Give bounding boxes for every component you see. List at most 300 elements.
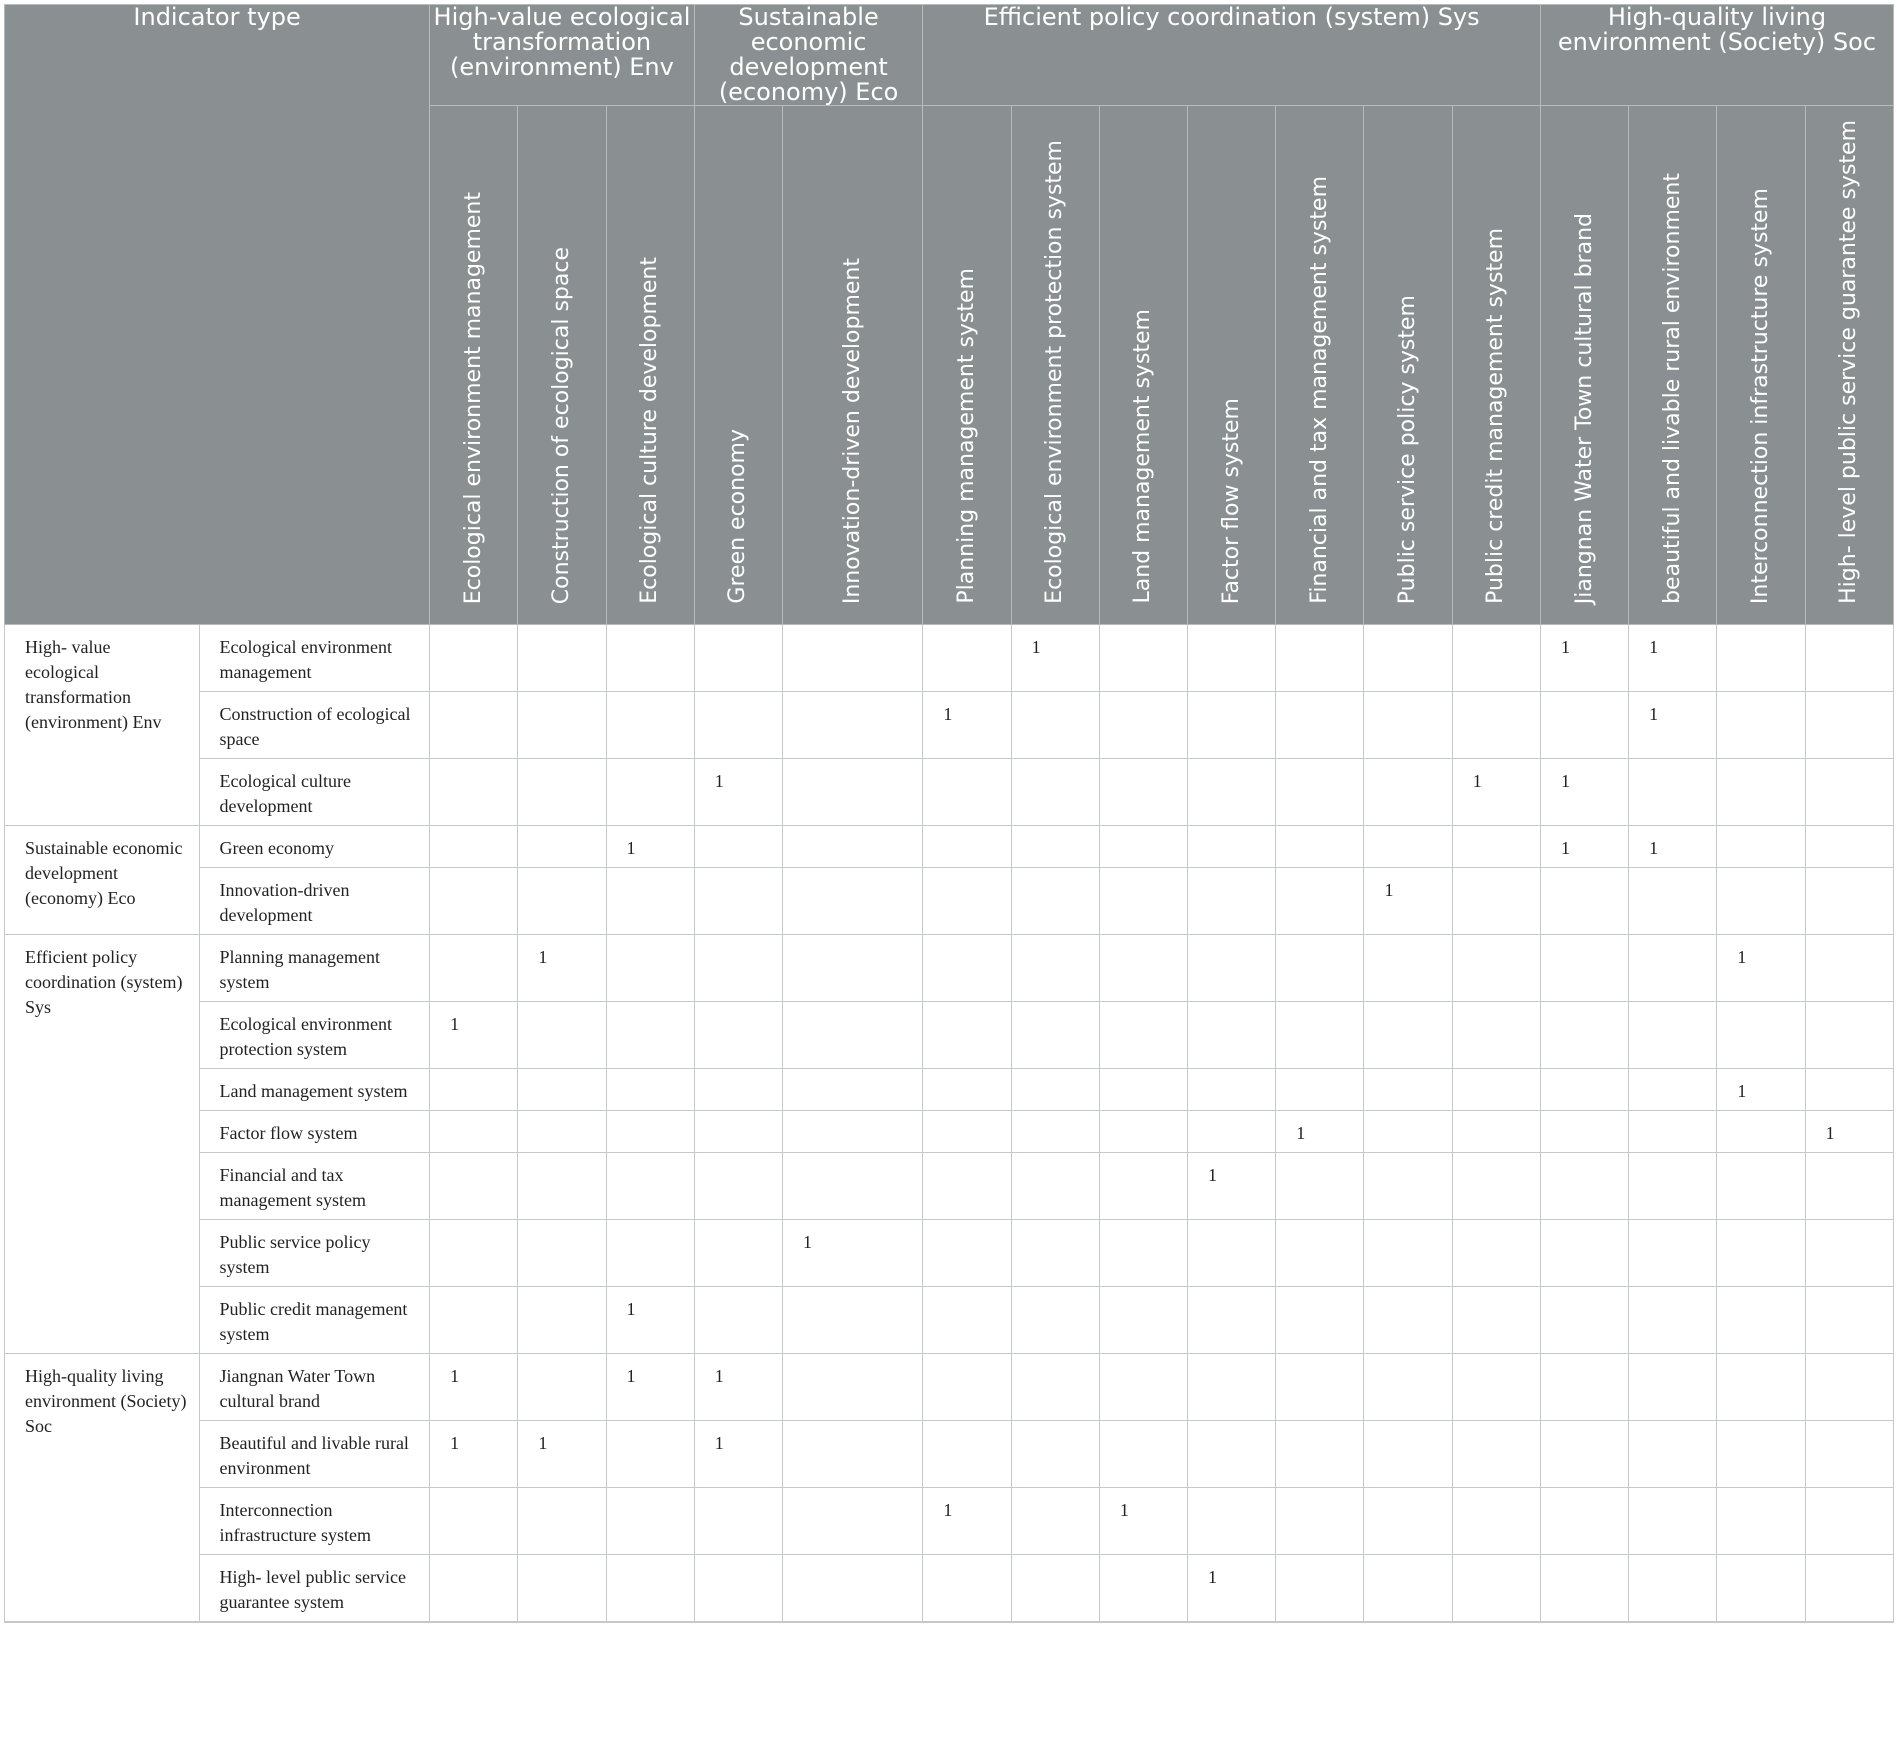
value-cell (783, 692, 923, 759)
value-cell (1364, 1488, 1452, 1555)
value-cell: 1 (1629, 625, 1717, 692)
value-cell (1011, 1287, 1099, 1354)
value-cell (1717, 1111, 1805, 1153)
column-header-1 (518, 106, 606, 625)
value-cell (1099, 935, 1187, 1002)
column-header-10 (1364, 106, 1452, 625)
column-header-0 (430, 106, 518, 625)
value-cell (606, 692, 694, 759)
value-cell (518, 1354, 606, 1421)
value-cell (1364, 1287, 1452, 1354)
value-cell (1276, 1354, 1364, 1421)
value-cell (606, 1069, 694, 1111)
value-cell (1099, 692, 1187, 759)
value-cell (1805, 1555, 1893, 1622)
value-cell (1188, 826, 1276, 868)
value-cell (1099, 1287, 1187, 1354)
value-cell (1717, 1287, 1805, 1354)
value-cell (783, 868, 923, 935)
table-row (5, 625, 1894, 692)
value-cell: 1 (1188, 1555, 1276, 1622)
value-cell (1805, 826, 1893, 868)
value-cell (1011, 1555, 1099, 1622)
value-cell (1188, 1488, 1276, 1555)
value-cell (518, 1488, 606, 1555)
row-label-cell: Public service policy system (199, 1220, 430, 1287)
value-cell: 1 (1364, 868, 1452, 935)
value-cell: 1 (606, 1354, 694, 1421)
indicator-type-header: Indicator type (5, 5, 430, 625)
value-cell (606, 625, 694, 692)
row-label-cell: Innovation-driven development (199, 868, 430, 935)
value-cell (518, 1153, 606, 1220)
value-cell (1364, 935, 1452, 1002)
table-row (5, 935, 1894, 1002)
table-row (5, 1220, 1894, 1287)
column-header-label: Ecological culture development (637, 257, 663, 604)
value-cell (606, 1111, 694, 1153)
value-cell (606, 759, 694, 826)
column-header-label: Ecological environment protection system (1042, 140, 1068, 604)
value-cell (518, 1111, 606, 1153)
value-cell (923, 1287, 1011, 1354)
value-cell: 1 (1540, 625, 1628, 692)
value-cell (1629, 1069, 1717, 1111)
value-cell (1011, 759, 1099, 826)
value-cell (1364, 1220, 1452, 1287)
category-cell: Sustainable economic development (economy) Eco (5, 826, 200, 935)
column-header-2 (606, 106, 694, 625)
column-header-6 (1011, 106, 1099, 625)
header-group-row (5, 5, 1894, 106)
column-header-label: beautiful and livable rural environment (1659, 173, 1685, 604)
value-cell (1540, 1354, 1628, 1421)
value-cell (1364, 1069, 1452, 1111)
value-cell (1099, 1002, 1187, 1069)
value-cell (783, 759, 923, 826)
value-cell (1011, 935, 1099, 1002)
value-cell (1717, 1555, 1805, 1622)
column-header-label: Construction of ecological space (548, 246, 574, 604)
value-cell (694, 1002, 782, 1069)
table-row (5, 1421, 1894, 1488)
value-cell (1276, 1069, 1364, 1111)
row-label-cell: Planning management system (199, 935, 430, 1002)
indicator-matrix-table (4, 4, 1894, 1622)
value-cell (1452, 1002, 1540, 1069)
value-cell (1364, 1354, 1452, 1421)
value-cell (1452, 625, 1540, 692)
value-cell (1629, 759, 1717, 826)
value-cell (518, 1220, 606, 1287)
column-header-7 (1099, 106, 1187, 625)
value-cell (923, 868, 1011, 935)
value-cell (1629, 1421, 1717, 1488)
value-cell (606, 1555, 694, 1622)
column-header-3 (694, 106, 782, 625)
column-header-label: Financial and tax management system (1306, 176, 1332, 604)
column-header-15 (1805, 106, 1893, 625)
value-cell (783, 1069, 923, 1111)
value-cell (1717, 692, 1805, 759)
value-cell (1099, 625, 1187, 692)
value-cell: 1 (1099, 1488, 1187, 1555)
column-header-4 (783, 106, 923, 625)
value-cell (694, 692, 782, 759)
value-cell (1452, 692, 1540, 759)
header-group-3: High-quality living environment (Society) Soc (1540, 5, 1893, 106)
table-container (4, 4, 1894, 1623)
value-cell (1276, 1153, 1364, 1220)
value-cell (1276, 1220, 1364, 1287)
value-cell (1011, 1153, 1099, 1220)
value-cell (1540, 1111, 1628, 1153)
value-cell (1011, 1069, 1099, 1111)
table-row (5, 868, 1894, 935)
value-cell (694, 1287, 782, 1354)
value-cell (1805, 1220, 1893, 1287)
value-cell (923, 625, 1011, 692)
value-cell (1188, 1002, 1276, 1069)
value-cell (1540, 692, 1628, 759)
value-cell (694, 1069, 782, 1111)
value-cell (783, 1002, 923, 1069)
value-cell (923, 1069, 1011, 1111)
value-cell (1099, 1354, 1187, 1421)
value-cell (430, 1555, 518, 1622)
header-group-2: Efficient policy coordination (system) Sys (923, 5, 1541, 106)
value-cell (518, 826, 606, 868)
table-row (5, 1069, 1894, 1111)
value-cell (430, 868, 518, 935)
row-label-cell: Beautiful and livable rural environment (199, 1421, 430, 1488)
value-cell (1364, 826, 1452, 868)
value-cell: 1 (1717, 1069, 1805, 1111)
value-cell (1629, 1287, 1717, 1354)
column-header-8 (1188, 106, 1276, 625)
value-cell (694, 1555, 782, 1622)
value-cell (518, 1287, 606, 1354)
value-cell (694, 1153, 782, 1220)
value-cell (1452, 868, 1540, 935)
value-cell (923, 1421, 1011, 1488)
value-cell (1805, 1421, 1893, 1488)
value-cell (1276, 1488, 1364, 1555)
value-cell (1099, 826, 1187, 868)
value-cell (606, 1421, 694, 1488)
value-cell (694, 625, 782, 692)
row-label-cell: Factor flow system (199, 1111, 430, 1153)
value-cell (1276, 1002, 1364, 1069)
value-cell (694, 868, 782, 935)
value-cell (1452, 1069, 1540, 1111)
value-cell: 1 (694, 1354, 782, 1421)
value-cell (1099, 1069, 1187, 1111)
value-cell (1717, 1488, 1805, 1555)
value-cell (1099, 1421, 1187, 1488)
value-cell: 1 (694, 1421, 782, 1488)
value-cell (783, 1354, 923, 1421)
value-cell (923, 1153, 1011, 1220)
value-cell (430, 1153, 518, 1220)
value-cell (1540, 1069, 1628, 1111)
value-cell (1452, 935, 1540, 1002)
value-cell (1717, 1153, 1805, 1220)
value-cell (606, 1488, 694, 1555)
value-cell (1364, 1555, 1452, 1622)
value-cell (1276, 1555, 1364, 1622)
value-cell: 1 (1276, 1111, 1364, 1153)
value-cell (1188, 692, 1276, 759)
value-cell (923, 759, 1011, 826)
row-label-cell: Jiangnan Water Town cultural brand (199, 1354, 430, 1421)
value-cell: 1 (1540, 759, 1628, 826)
column-header-14 (1717, 106, 1805, 625)
value-cell (1540, 1220, 1628, 1287)
value-cell: 1 (518, 1421, 606, 1488)
value-cell (1364, 625, 1452, 692)
value-cell (1805, 868, 1893, 935)
value-cell (1629, 1555, 1717, 1622)
value-cell (1629, 1354, 1717, 1421)
value-cell (1540, 868, 1628, 935)
value-cell (1540, 935, 1628, 1002)
value-cell (1364, 1421, 1452, 1488)
value-cell (518, 868, 606, 935)
value-cell (923, 1555, 1011, 1622)
value-cell (1805, 1069, 1893, 1111)
value-cell (430, 1488, 518, 1555)
value-cell (783, 826, 923, 868)
category-cell: Efficient policy coordination (system) Sys (5, 935, 200, 1354)
value-cell (1805, 1354, 1893, 1421)
value-cell (1717, 759, 1805, 826)
value-cell (430, 1111, 518, 1153)
value-cell (783, 935, 923, 1002)
value-cell (606, 935, 694, 1002)
value-cell (1805, 1002, 1893, 1069)
value-cell (1276, 868, 1364, 935)
value-cell: 1 (606, 826, 694, 868)
table-row (5, 1287, 1894, 1354)
value-cell (1717, 1421, 1805, 1488)
value-cell (430, 1287, 518, 1354)
value-cell (694, 1111, 782, 1153)
value-cell (1364, 692, 1452, 759)
value-cell (1805, 1287, 1893, 1354)
value-cell (606, 1220, 694, 1287)
value-cell (694, 935, 782, 1002)
value-cell (1099, 1220, 1187, 1287)
table-row (5, 1354, 1894, 1421)
value-cell (1629, 935, 1717, 1002)
value-cell: 1 (430, 1002, 518, 1069)
value-cell: 1 (1629, 692, 1717, 759)
value-cell (1805, 1153, 1893, 1220)
value-cell (1717, 1220, 1805, 1287)
value-cell (1099, 1111, 1187, 1153)
value-cell (1188, 868, 1276, 935)
value-cell (1452, 1488, 1540, 1555)
value-cell (1011, 1354, 1099, 1421)
value-cell (1452, 826, 1540, 868)
row-label-cell: Interconnection infrastructure system (199, 1488, 430, 1555)
value-cell: 1 (1011, 625, 1099, 692)
value-cell (1011, 692, 1099, 759)
value-cell (783, 625, 923, 692)
column-header-9 (1276, 106, 1364, 625)
value-cell (430, 692, 518, 759)
value-cell (1011, 1002, 1099, 1069)
column-header-11 (1452, 106, 1540, 625)
table-row (5, 1111, 1894, 1153)
value-cell (1452, 1354, 1540, 1421)
row-label-cell: Green economy (199, 826, 430, 868)
value-cell (1540, 1421, 1628, 1488)
value-cell: 1 (923, 692, 1011, 759)
value-cell (430, 826, 518, 868)
column-header-label: Land management system (1130, 309, 1156, 604)
row-label-cell: Construction of ecological space (199, 692, 430, 759)
value-cell (1364, 1153, 1452, 1220)
value-cell (430, 935, 518, 1002)
value-cell (430, 1069, 518, 1111)
column-header-label: Ecological environment management (460, 191, 486, 604)
value-cell (923, 935, 1011, 1002)
value-cell (783, 1287, 923, 1354)
value-cell (694, 1488, 782, 1555)
value-cell (1011, 1220, 1099, 1287)
value-cell (923, 1002, 1011, 1069)
value-cell (1540, 1002, 1628, 1069)
value-cell (1452, 1111, 1540, 1153)
table-row (5, 1002, 1894, 1069)
value-cell (923, 1220, 1011, 1287)
value-cell (1188, 1220, 1276, 1287)
value-cell (1629, 1002, 1717, 1069)
header-group-1: Sustainable economic development (economy) Eco (694, 5, 923, 106)
value-cell (606, 1002, 694, 1069)
value-cell (923, 826, 1011, 868)
value-cell (518, 692, 606, 759)
value-cell (1011, 1421, 1099, 1488)
column-header-13 (1629, 106, 1717, 625)
value-cell (1540, 1488, 1628, 1555)
table-row (5, 1153, 1894, 1220)
value-cell (1276, 759, 1364, 826)
value-cell (1452, 1555, 1540, 1622)
table-row (5, 1488, 1894, 1555)
value-cell (1099, 1153, 1187, 1220)
table-header (5, 5, 1894, 625)
value-cell (1099, 759, 1187, 826)
value-cell (1629, 868, 1717, 935)
value-cell (1188, 935, 1276, 1002)
value-cell (1188, 759, 1276, 826)
value-cell (1011, 1488, 1099, 1555)
category-cell: High- value ecological transformation (environment) Env (5, 625, 200, 826)
value-cell (1805, 759, 1893, 826)
value-cell (1717, 868, 1805, 935)
value-cell (1276, 625, 1364, 692)
column-header-label: Factor flow system (1218, 397, 1244, 604)
value-cell (1188, 625, 1276, 692)
value-cell: 1 (518, 935, 606, 1002)
value-cell (694, 826, 782, 868)
value-cell (518, 1069, 606, 1111)
value-cell (783, 1153, 923, 1220)
value-cell: 1 (1540, 826, 1628, 868)
row-label-cell: Financial and tax management system (199, 1153, 430, 1220)
value-cell (1452, 1421, 1540, 1488)
value-cell: 1 (606, 1287, 694, 1354)
value-cell: 1 (783, 1220, 923, 1287)
value-cell (1276, 692, 1364, 759)
row-label-cell: Land management system (199, 1069, 430, 1111)
table-row (5, 1555, 1894, 1622)
value-cell (783, 1555, 923, 1622)
value-cell (1364, 759, 1452, 826)
row-label-cell: Ecological culture development (199, 759, 430, 826)
value-cell: 1 (1717, 935, 1805, 1002)
value-cell (1805, 625, 1893, 692)
value-cell (783, 1421, 923, 1488)
value-cell (1805, 692, 1893, 759)
value-cell (1276, 826, 1364, 868)
value-cell (1717, 1354, 1805, 1421)
value-cell (923, 1354, 1011, 1421)
value-cell (1629, 1111, 1717, 1153)
column-header-label: Innovation-driven development (839, 257, 865, 604)
row-label-cell: Public credit management system (199, 1287, 430, 1354)
row-label-cell: Ecological environment protection system (199, 1002, 430, 1069)
value-cell (1629, 1153, 1717, 1220)
value-cell: 1 (694, 759, 782, 826)
value-cell (1188, 1354, 1276, 1421)
value-cell (1452, 1153, 1540, 1220)
value-cell (783, 1111, 923, 1153)
value-cell (1099, 868, 1187, 935)
value-cell (783, 1488, 923, 1555)
value-cell (1629, 1220, 1717, 1287)
value-cell (1540, 1287, 1628, 1354)
value-cell (1276, 935, 1364, 1002)
value-cell: 1 (430, 1421, 518, 1488)
table-row (5, 692, 1894, 759)
value-cell (1805, 935, 1893, 1002)
value-cell (430, 759, 518, 826)
value-cell (1364, 1002, 1452, 1069)
column-header-label: Jiangnan Water Town cultural brand (1571, 212, 1597, 604)
value-cell (1099, 1555, 1187, 1622)
value-cell (1717, 625, 1805, 692)
value-cell (1188, 1069, 1276, 1111)
value-cell (1276, 1421, 1364, 1488)
value-cell (1540, 1153, 1628, 1220)
value-cell: 1 (1629, 826, 1717, 868)
value-cell (518, 1002, 606, 1069)
header-group-0: High-value ecological transformation (environment) Env (430, 5, 695, 106)
value-cell (430, 1220, 518, 1287)
value-cell (1540, 1555, 1628, 1622)
column-header-label: Planning management system (953, 268, 979, 604)
table-row (5, 826, 1894, 868)
value-cell (1717, 1002, 1805, 1069)
value-cell: 1 (923, 1488, 1011, 1555)
category-cell: High-quality living environment (Society) Soc (5, 1354, 200, 1622)
column-header-label: High- level public service guarantee system (1836, 120, 1862, 604)
table-row (5, 759, 1894, 826)
